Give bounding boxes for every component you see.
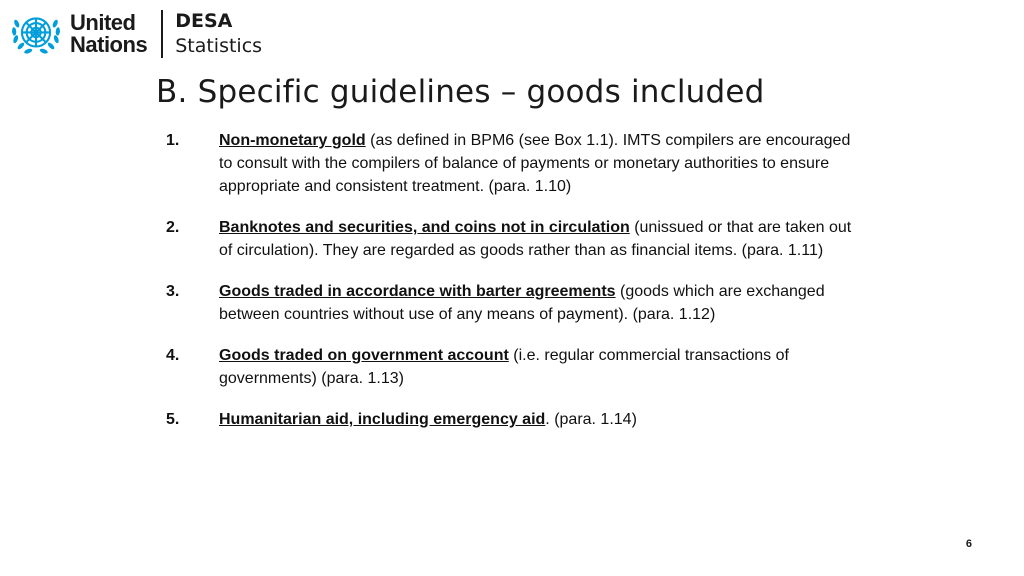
item-text: (as defined in BPM6 (see Box 1.1). IMTS compilers are encouraged to consult with the compilers of balance of payments or monetary authorities to ensure appropriate and consistent treatment. (para. 1.10) (219, 132, 851, 195)
item-number: 3. (166, 283, 180, 300)
dept-name: DESA (175, 10, 233, 32)
item-term: Goods traded on government account (219, 347, 509, 364)
guidelines-list (166, 129, 866, 449)
item-number: 1. (166, 132, 180, 149)
page-number: 6 (965, 538, 972, 550)
logo-line-united: United (70, 10, 136, 35)
list-item (166, 129, 866, 198)
item-text: (goods which are exchanged between countries without use of any means of payment). (para. 1.12) (219, 283, 825, 323)
un-wordmark (70, 12, 147, 56)
item-body (219, 216, 866, 262)
list-item (166, 408, 866, 431)
list-item (166, 216, 866, 262)
item-text: (unissued or that are taken out of circulation). They are regarded as goods rather than as financial items. (para. 1.11) (219, 219, 852, 259)
un-emblem-icon (10, 8, 62, 60)
item-text: . (para. 1.14) (545, 411, 637, 428)
item-body (219, 129, 866, 198)
slide-title: B. Specific guidelines – goods included (156, 74, 765, 110)
item-number: 4. (166, 347, 180, 364)
item-term: Banknotes and securities, and coins not in circulation (219, 219, 630, 236)
header-divider (161, 10, 163, 58)
logo-line-nations: Nations (70, 32, 148, 57)
item-text: (i.e. regular commercial transactions of governments) (para. 1.13) (219, 347, 789, 387)
list-item (166, 280, 866, 326)
header (10, 8, 262, 60)
item-body (219, 344, 866, 390)
item-body (219, 408, 866, 431)
item-body (219, 280, 866, 326)
item-number: 2. (166, 219, 180, 236)
item-number: 5. (166, 411, 180, 428)
item-term: Goods traded in accordance with barter agreements (219, 283, 616, 300)
desa-block (175, 9, 262, 59)
list-item (166, 344, 866, 390)
subdept-name: Statistics (175, 35, 263, 57)
item-term: Humanitarian aid, including emergency aid (219, 411, 546, 428)
item-term: Non-monetary gold (219, 132, 366, 149)
